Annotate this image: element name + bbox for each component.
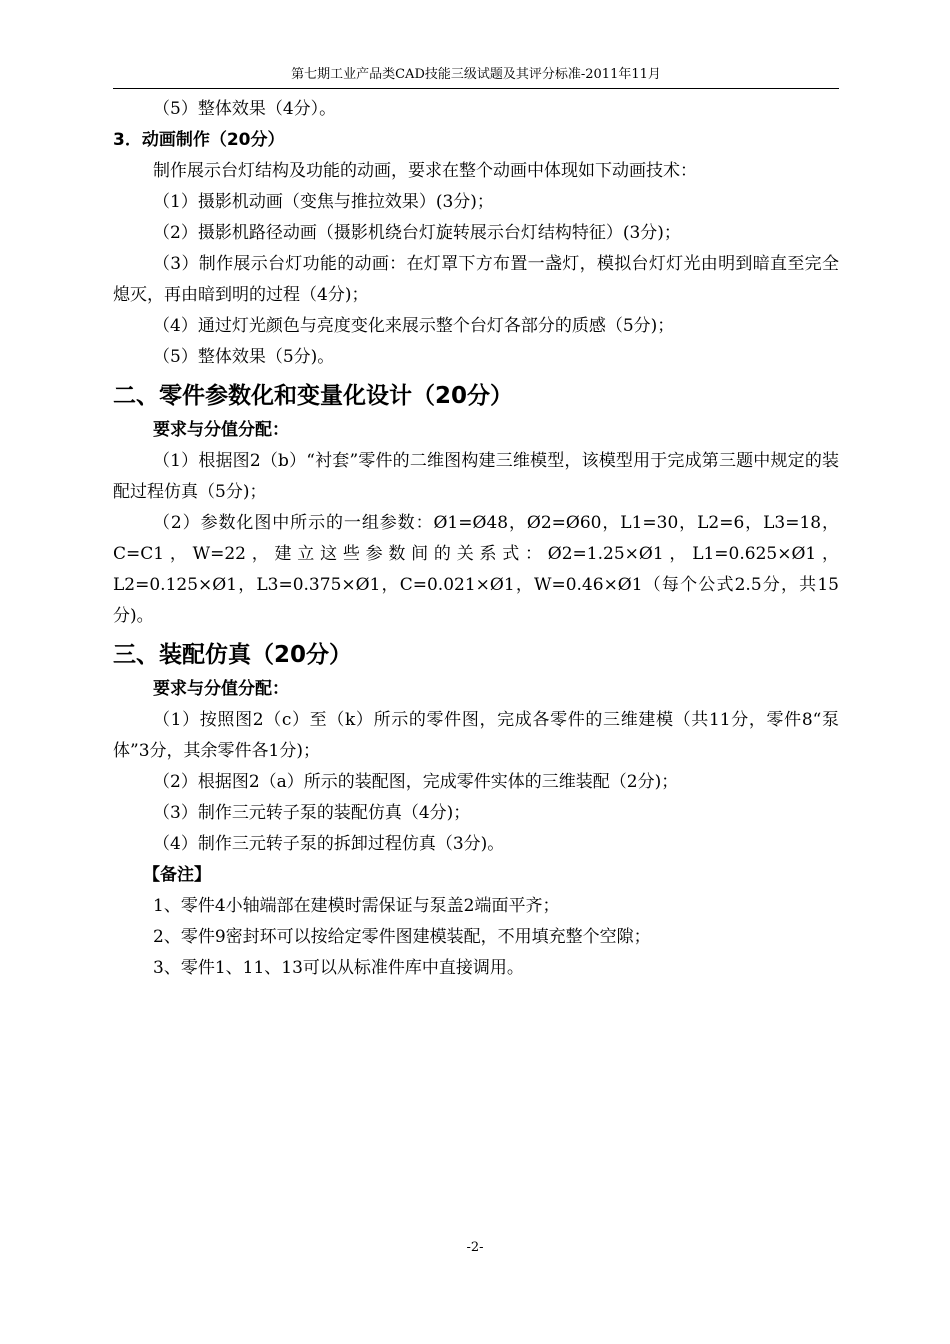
running-header: 第七期工业产品类CAD技能三级试题及其评分标准-2011年11月 <box>291 67 661 82</box>
list-item: （1）按照图2（c）至（k）所示的零件图，完成各零件的三维建模（共11分，零件8“泵体”3分，其余零件各1分)； <box>113 710 839 761</box>
list-item: （3）制作展示台灯功能的动画：在灯罩下方布置一盏灯，模拟台灯灯光由明到暗直至完全熄灭，再由暗到明的过程（4分)； <box>113 254 839 305</box>
list-item: （1）摄影机动画（变焦与推拉效果）(3分)； <box>153 192 494 212</box>
note-item: 2、零件9密封环可以按给定零件图建模装配，不用填充整个空隙； <box>153 927 651 947</box>
list-item: （2）摄影机路径动画（摄影机绕台灯旋转展示台灯结构特征）(3分)； <box>153 223 681 243</box>
list-item: （4）通过灯光颜色与亮度变化来展示整个台灯各部分的质感（5分)； <box>153 316 675 336</box>
requirements-subheading: 要求与分值分配： <box>153 679 289 699</box>
note-item: 3、零件1、11、13可以从标准件库中直接调用。 <box>153 958 524 978</box>
page-number: -2- <box>466 1240 484 1255</box>
note-item: 1、零件4小轴端部在建模时需保证与泵盖2端面平齐； <box>153 896 560 916</box>
document-body <box>113 94 839 984</box>
list-item: （1）根据图2（b）“衬套”零件的二维图构建三维模型，该模型用于完成第三题中规定的装配过程仿真（5分)； <box>113 451 839 502</box>
list-item: （5）整体效果（5分)。 <box>153 347 335 367</box>
list-item: （4）制作三元转子泵的拆卸过程仿真（3分)。 <box>153 834 505 854</box>
section-heading-assembly: 三、装配仿真（20分） <box>113 642 353 668</box>
notes-heading: 【备注】 <box>143 865 211 885</box>
requirements-subheading: 要求与分值分配： <box>153 420 289 440</box>
list-item: （3）制作三元转子泵的装配仿真（4分)； <box>153 803 471 823</box>
section-heading-animation: 3．动画制作（20分） <box>113 130 285 150</box>
list-item: （2）参数化图中所示的一组参数：Ø1=Ø48，Ø2=Ø60，L1=30，L2=6，L3=18，C=C1，W=22，建立这些参数间的关系式：Ø2=1.25×Ø1，L1=0.625×Ø1，L2=0.125×Ø1，L3=0.375×Ø1，C=0.021×Ø1，W=0.46×Ø1（每个公式2.5分，共15分)。 <box>113 513 839 626</box>
paragraph: 制作展示台灯结构及功能的动画，要求在整个动画中体现如下动画技术： <box>153 161 697 181</box>
list-item: （2）根据图2（a）所示的装配图，完成零件实体的三维装配（2分)； <box>153 772 679 792</box>
section-heading-parametric: 二、零件参数化和变量化设计（20分） <box>113 383 514 409</box>
header-rule <box>113 88 839 89</box>
list-item: （5）整体效果（4分）。 <box>153 99 337 119</box>
